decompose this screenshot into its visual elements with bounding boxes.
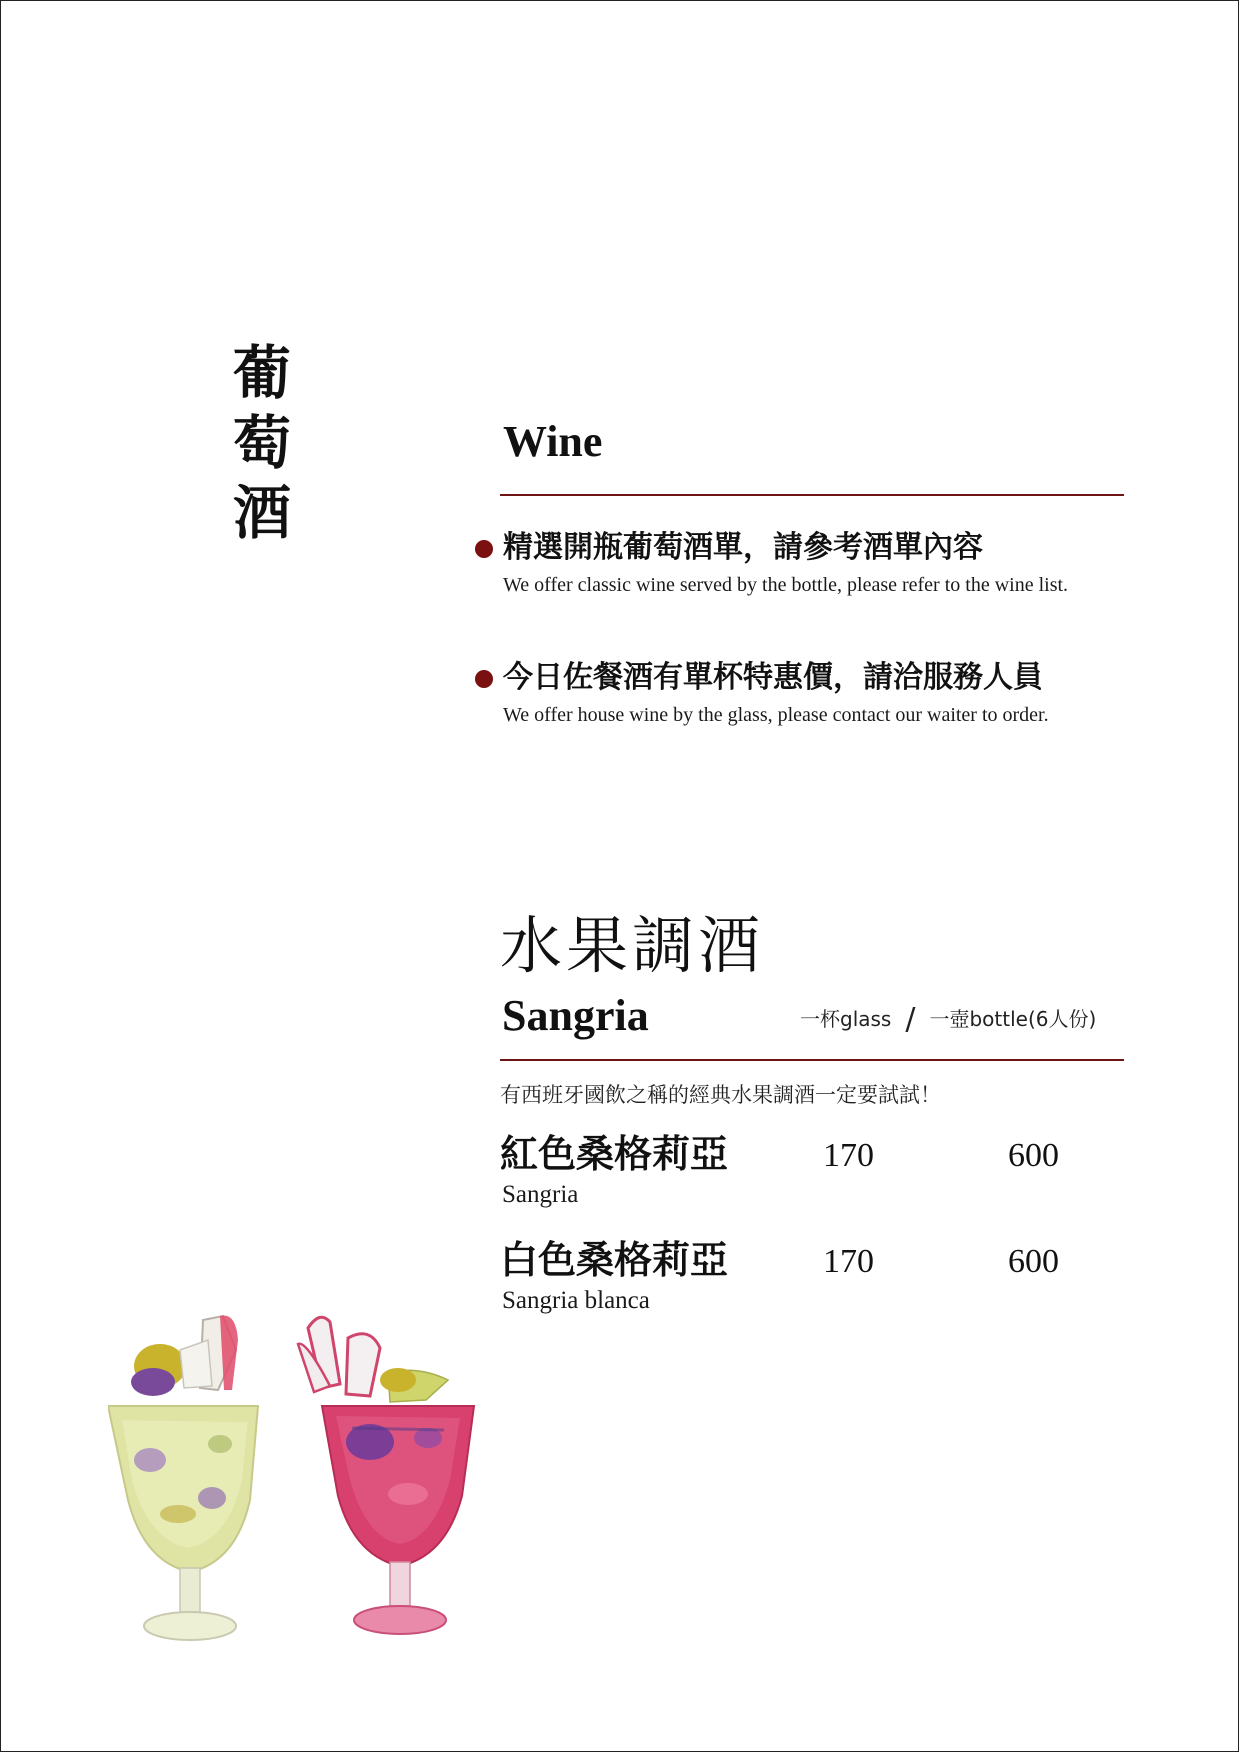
- wine-note-zh: 今日佐餐酒有單杯特惠價，請洽服務人員: [503, 660, 1043, 695]
- sangria-title-en: Sangria: [502, 991, 649, 1040]
- red-sangria-glass: [298, 1317, 474, 1634]
- bullet-dot-icon: [475, 670, 493, 688]
- menu-item-red-sangria: [500, 1130, 1120, 1220]
- sangria-title-zh: 水果調酒: [500, 909, 765, 982]
- item-name-en: Sangria blanca: [502, 1287, 650, 1314]
- sangria-intro: 有西班牙國飲之稱的經典水果調酒一定要試試！: [500, 1083, 941, 1107]
- price-bottle: 600: [1008, 1137, 1059, 1174]
- item-name-zh: 白色桑格莉亞: [500, 1237, 729, 1282]
- size-separator: /: [905, 1002, 916, 1037]
- white-sangria-glass: [108, 1316, 258, 1641]
- wine-heading: Wine: [503, 417, 603, 466]
- bullet-dot-icon: [475, 540, 493, 558]
- wine-divider: [500, 494, 1124, 496]
- price-glass: 170: [823, 1243, 874, 1280]
- wine-note-en: We offer classic wine served by the bottle, please refer to the wine list.: [503, 574, 1069, 596]
- sangria-divider: [500, 1059, 1124, 1061]
- wine-note-en: We offer house wine by the glass, please contact our waiter to order.: [503, 704, 1049, 726]
- price-bottle: 600: [1008, 1243, 1059, 1280]
- sangria-glasses-illustration: [108, 1310, 508, 1650]
- section-title-vertical: [230, 338, 294, 548]
- price-glass: 170: [823, 1137, 874, 1174]
- item-name-zh: 紅色桑格莉亞: [500, 1131, 729, 1176]
- item-name-en: Sangria: [502, 1181, 579, 1208]
- size-labels: [800, 1004, 1096, 1035]
- menu-item-white-sangria: [500, 1236, 1120, 1326]
- size-bottle-label: 一壺bottle(6人份): [929, 1007, 1097, 1031]
- section-title-char: 葡: [232, 339, 291, 407]
- size-glass-label: 一杯glass: [800, 1007, 892, 1031]
- wine-note-zh: 精選開瓶葡萄酒單，請參考酒單內容: [503, 530, 983, 565]
- section-title-char: 酒: [232, 479, 291, 547]
- section-title-char: 萄: [232, 409, 291, 477]
